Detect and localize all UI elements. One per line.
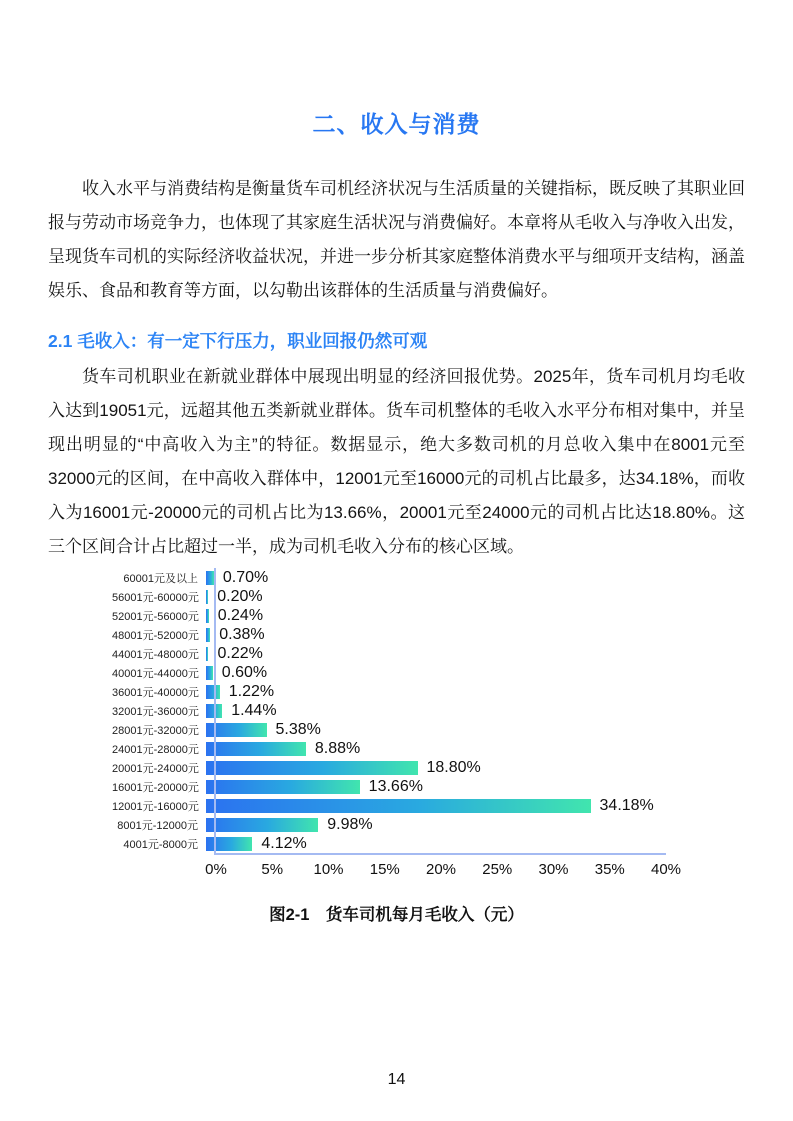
bar-value-label: 8.88% bbox=[314, 739, 361, 757]
y-axis-line bbox=[214, 568, 216, 853]
bar-track bbox=[206, 796, 712, 815]
bar-value-label: 0.70% bbox=[222, 568, 269, 586]
bar-track bbox=[206, 644, 712, 663]
category-label: 8001元-12000元 bbox=[117, 819, 198, 832]
category-label: 56001元-60000元 bbox=[112, 591, 199, 604]
bar bbox=[206, 742, 306, 756]
bar-value-label: 4.12% bbox=[261, 834, 307, 852]
bar-track bbox=[206, 606, 712, 625]
bar bbox=[206, 837, 252, 851]
bar-value-label: 1.22% bbox=[228, 682, 275, 700]
chart-row bbox=[112, 701, 712, 720]
x-axis-tick-label: 15% bbox=[369, 861, 400, 878]
chart-plot-area bbox=[112, 568, 712, 853]
category-label: 4001元-8000元 bbox=[123, 838, 198, 851]
chart-row bbox=[112, 606, 712, 625]
bar bbox=[206, 571, 214, 585]
bar bbox=[206, 666, 213, 680]
chart-caption: 图2-1 货车司机每月毛收入（元） bbox=[269, 906, 524, 924]
bar-track bbox=[206, 758, 712, 777]
x-axis-ticks bbox=[205, 855, 712, 881]
category-label: 28001元-32000元 bbox=[112, 724, 199, 737]
bar bbox=[206, 818, 318, 832]
chart-row bbox=[112, 777, 712, 796]
bar bbox=[206, 685, 220, 699]
bar-value-label: 5.38% bbox=[275, 720, 321, 738]
chart-row bbox=[112, 758, 712, 777]
chart-row bbox=[112, 815, 712, 834]
chart-row bbox=[112, 587, 712, 606]
bar-value-label: 0.20% bbox=[217, 587, 263, 605]
x-axis-tick-label: 35% bbox=[594, 861, 625, 878]
bar-track bbox=[206, 587, 712, 606]
chart-row bbox=[112, 720, 712, 739]
bar bbox=[206, 628, 210, 642]
category-label: 52001元-56000元 bbox=[112, 610, 199, 623]
chart-row bbox=[112, 682, 712, 701]
bar-track bbox=[206, 739, 712, 758]
x-axis-tick-label: 25% bbox=[482, 861, 513, 878]
chart-row bbox=[112, 663, 712, 682]
bar bbox=[206, 609, 209, 623]
chart-row bbox=[112, 834, 712, 853]
bar-value-label: 18.80% bbox=[426, 758, 481, 776]
section-paragraph: 货车司机职业在新就业群体中展现出明显的经济回报优势。2025年，货车司机月均毛收入达到19051元，远超其他五类新就业群体。货车司机整体的毛收入水平分布相对集中，并呈现出明显的“中高收入为主”的特征。数据显示，绝大多数司机的月总收入集中在8001元至32000元的区间，在中高收入群体中，12001元至16000元的司机占比最多，达34.18%，而收入为16001元-20000元的司机占比为13.66%，20001元至24000元的司机占比达18.80%。这三个区间合计占比超过一半，成为司机毛收入分布的核心区域。 bbox=[48, 367, 745, 556]
bar-track bbox=[206, 625, 712, 644]
category-label: 44001元-48000元 bbox=[112, 648, 199, 661]
x-axis-tick-label: 5% bbox=[261, 861, 284, 878]
bar bbox=[206, 647, 208, 661]
category-label: 36001元-40000元 bbox=[112, 686, 199, 699]
bar-value-label: 0.24% bbox=[217, 606, 264, 624]
section-heading: 2.1 毛收入：有一定下行压力，职业回报仍然可观 bbox=[48, 331, 428, 351]
category-label: 24001元-28000元 bbox=[112, 743, 199, 756]
chart-row bbox=[112, 796, 712, 815]
category-label: 16001元-20000元 bbox=[112, 781, 199, 794]
bar bbox=[206, 761, 418, 775]
intro-paragraph: 收入水平与消费结构是衡量货车司机经济状况与生活质量的关键指标，既反映了其职业回报与劳动市场竞争力，也体现了其家庭生活状况与消费偏好。本章将从毛收入与净收入出发，呈现货车司机的实际经济收益状况，并进一步分析其家庭整体消费水平与细项开支结构，涵盖娱乐、食品和教育等方面，以勾勒出该群体的生活质量与消费偏好。 bbox=[48, 179, 745, 300]
bar-track bbox=[206, 568, 712, 587]
bar-value-label: 0.22% bbox=[217, 644, 263, 662]
category-label: 12001元-16000元 bbox=[112, 800, 199, 813]
x-axis-tick-label: 0% bbox=[205, 861, 227, 878]
x-axis-tick-label: 40% bbox=[650, 861, 682, 878]
chart-row bbox=[112, 568, 712, 587]
bar-value-label: 1.44% bbox=[231, 701, 277, 719]
bar-track bbox=[206, 720, 712, 739]
page-number: 14 bbox=[387, 1071, 406, 1088]
bar bbox=[206, 799, 591, 813]
bar-value-label: 13.66% bbox=[368, 777, 423, 795]
category-label: 32001元-36000元 bbox=[112, 705, 199, 718]
page-title: 二、收入与消费 bbox=[312, 111, 481, 137]
category-label: 48001元-52000元 bbox=[112, 629, 199, 642]
bar-track bbox=[206, 663, 712, 682]
bar-chart bbox=[112, 568, 712, 881]
chart-row bbox=[112, 625, 712, 644]
x-axis-tick-label: 10% bbox=[313, 861, 344, 878]
category-label: 20001元-24000元 bbox=[112, 762, 199, 775]
x-axis-tick-label: 20% bbox=[425, 861, 457, 878]
bar-value-label: 9.98% bbox=[327, 815, 373, 833]
bar bbox=[206, 590, 208, 604]
bar-value-label: 34.18% bbox=[599, 796, 654, 814]
bar-track bbox=[206, 815, 712, 834]
bar-track bbox=[206, 682, 712, 701]
category-label: 40001元-44000元 bbox=[112, 667, 199, 680]
bar-track bbox=[206, 701, 712, 720]
chart-row bbox=[112, 739, 712, 758]
x-axis-tick-label: 30% bbox=[538, 861, 569, 878]
category-label: 60001元及以上 bbox=[123, 572, 198, 585]
bar-track bbox=[206, 834, 712, 853]
bar-track bbox=[206, 777, 712, 796]
chart-row bbox=[112, 644, 712, 663]
bar bbox=[206, 780, 360, 794]
bar-value-label: 0.38% bbox=[219, 625, 265, 643]
bar-value-label: 0.60% bbox=[221, 663, 268, 681]
